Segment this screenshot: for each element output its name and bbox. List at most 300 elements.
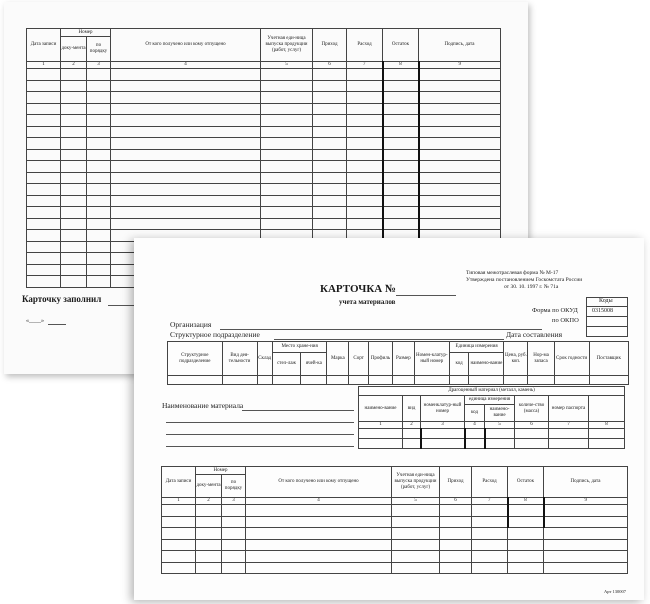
okud-label: Форма по ОКУД <box>532 307 578 314</box>
table-cell <box>162 505 196 517</box>
table-cell <box>383 195 419 207</box>
table-cell <box>419 138 501 150</box>
table-cell <box>347 218 383 230</box>
table-cell <box>419 195 501 207</box>
table-cell <box>111 184 261 196</box>
front-ledger-table <box>161 466 628 574</box>
table-cell <box>313 195 347 207</box>
table-cell <box>485 429 515 439</box>
table-cell <box>347 161 383 173</box>
table-cell <box>440 516 472 528</box>
okud-value: 0315008 <box>592 308 613 314</box>
table-cell <box>27 172 61 184</box>
table-cell <box>508 539 544 551</box>
table-cell <box>383 207 419 219</box>
table-cell <box>472 516 508 528</box>
table-cell <box>392 528 440 540</box>
table-cell <box>347 126 383 138</box>
table-row <box>27 161 501 173</box>
table-cell <box>419 92 501 104</box>
table-cell <box>313 80 347 92</box>
front-column-number-row <box>162 498 628 505</box>
table-cell <box>349 376 369 385</box>
table-cell <box>111 80 261 92</box>
table-cell <box>383 149 419 161</box>
table-cell <box>419 172 501 184</box>
table-cell <box>27 161 61 173</box>
table-cell <box>508 562 544 574</box>
material-name-line-4 <box>166 446 354 447</box>
column-number: 1 <box>27 62 61 69</box>
table-row <box>27 207 501 219</box>
front-col-order: по порядку <box>222 475 246 498</box>
date-stub-line <box>48 324 66 325</box>
column-number: 7 <box>472 498 508 505</box>
table-cell <box>554 376 589 385</box>
table-cell <box>61 138 87 150</box>
table-cell <box>87 276 111 288</box>
table-cell <box>246 505 392 517</box>
table-cell <box>383 92 419 104</box>
col-date-header: Дата записи <box>27 29 61 62</box>
table-cell <box>27 253 61 265</box>
column-number: 1 <box>359 422 403 429</box>
column-number: 7 <box>549 422 589 429</box>
table-cell <box>27 149 61 161</box>
organization-line <box>220 329 542 330</box>
table-cell <box>87 230 111 242</box>
table-cell <box>87 126 111 138</box>
table-cell <box>383 69 419 81</box>
table-cell <box>383 103 419 115</box>
table-cell <box>27 92 61 104</box>
table-cell <box>313 149 347 161</box>
table-cell <box>419 184 501 196</box>
table-cell <box>313 172 347 184</box>
place-group-header: Место хране-ния <box>272 342 327 353</box>
col-shelf-life: Срок годности <box>554 342 589 376</box>
col-income-header: Приход <box>313 29 347 62</box>
table-cell <box>168 376 223 385</box>
table-row <box>162 562 628 574</box>
col-brand: Марка <box>327 342 349 376</box>
precious-col-blank <box>589 396 625 422</box>
table-cell <box>261 103 313 115</box>
table-cell <box>111 138 261 150</box>
table-cell <box>61 161 87 173</box>
table-cell <box>392 551 440 563</box>
date-composed-box <box>586 326 628 337</box>
table-cell <box>419 126 501 138</box>
table-row <box>162 505 628 517</box>
table-cell <box>469 376 504 385</box>
col-rack: стел-лаж <box>272 353 300 376</box>
table-cell <box>222 562 246 574</box>
table-cell <box>111 149 261 161</box>
table-cell <box>87 149 111 161</box>
front-number-group: Номер <box>196 467 246 475</box>
table-cell <box>111 69 261 81</box>
col-profile: Профиль <box>368 342 392 376</box>
precious-col-unit-name: наимено-вание <box>485 405 515 422</box>
table-cell <box>589 439 625 449</box>
column-number: 8 <box>589 422 625 429</box>
table-cell <box>27 276 61 288</box>
table-cell <box>111 207 261 219</box>
table-cell <box>313 92 347 104</box>
col-from-to-header: От кого получено или кому отпущено <box>111 29 261 62</box>
table-cell <box>222 516 246 528</box>
table-cell <box>246 562 392 574</box>
table-cell <box>87 138 111 150</box>
table-cell <box>313 161 347 173</box>
table-cell <box>261 126 313 138</box>
column-number: 9 <box>419 62 501 69</box>
table-cell <box>61 264 87 276</box>
table-cell <box>162 539 196 551</box>
table-cell <box>589 429 625 439</box>
table-cell <box>87 264 111 276</box>
table-cell <box>347 184 383 196</box>
table-cell <box>261 92 313 104</box>
table-cell <box>61 207 87 219</box>
table-cell <box>347 195 383 207</box>
column-number: 5 <box>261 62 313 69</box>
table-cell <box>472 528 508 540</box>
card-title: КАРТОЧКА № <box>320 283 397 295</box>
table-cell <box>111 92 261 104</box>
table-row <box>162 516 628 528</box>
table-row <box>27 172 501 184</box>
table-cell <box>485 439 515 449</box>
table-cell <box>419 115 501 127</box>
table-cell <box>313 218 347 230</box>
column-number: 2 <box>196 498 222 505</box>
precious-unit-group: единица измерения <box>465 396 515 405</box>
table-cell <box>383 126 419 138</box>
table-cell <box>111 126 261 138</box>
table-cell <box>246 528 392 540</box>
col-unit-name: наимено-вание <box>469 353 504 376</box>
column-number: 6 <box>515 422 549 429</box>
table-cell <box>27 115 61 127</box>
table-cell <box>515 429 549 439</box>
precious-material-table <box>358 386 625 449</box>
front-col-signature: Подпись, дата <box>544 467 628 498</box>
table-cell <box>111 172 261 184</box>
table-cell <box>414 376 449 385</box>
column-number: 4 <box>111 62 261 69</box>
table-cell <box>222 505 246 517</box>
department-label: Структурное подразделение <box>170 330 260 339</box>
table-cell <box>162 562 196 574</box>
table-cell <box>419 218 501 230</box>
col-grade: Сорт <box>349 342 369 376</box>
material-name-line-3 <box>166 434 354 435</box>
col-doc-header: доку-мента <box>61 37 87 62</box>
table-cell <box>261 149 313 161</box>
table-cell <box>472 539 508 551</box>
table-cell <box>544 528 628 540</box>
table-cell <box>383 161 419 173</box>
table-cell <box>61 103 87 115</box>
col-unit-header: Учетная еди-ница выпуска продукции (работ, услуг) <box>261 29 313 62</box>
table-cell <box>347 92 383 104</box>
table-cell <box>87 172 111 184</box>
table-row <box>27 115 501 127</box>
table-cell <box>383 218 419 230</box>
table-cell <box>347 103 383 115</box>
table-cell <box>87 253 111 265</box>
precious-group-header: Драгоценный материал (металл, камень) <box>359 387 625 396</box>
col-activity: Вид дея-тельности <box>222 342 257 376</box>
col-balance-header: Остаток <box>383 29 419 62</box>
table-cell <box>589 376 628 385</box>
table-cell <box>544 505 628 517</box>
table-cell <box>61 126 87 138</box>
column-number: 3 <box>87 62 111 69</box>
col-signature-header: Подпись, дата <box>419 29 501 62</box>
table-cell <box>61 92 87 104</box>
front-col-income: Приход <box>440 467 472 498</box>
table-cell <box>419 161 501 173</box>
col-supplier: Поставщик <box>589 342 628 376</box>
table-cell <box>87 92 111 104</box>
table-cell <box>87 207 111 219</box>
table-row <box>27 184 501 196</box>
table-cell <box>508 516 544 528</box>
table-cell <box>261 80 313 92</box>
table-cell <box>61 149 87 161</box>
card-subtitle: учета материалов <box>339 298 396 306</box>
table-row <box>27 149 501 161</box>
table-cell <box>383 184 419 196</box>
table-cell <box>196 551 222 563</box>
column-number-row <box>27 62 501 69</box>
table-cell <box>196 562 222 574</box>
table-cell <box>392 376 414 385</box>
col-structural-unit: Структурное подразделение <box>168 342 223 376</box>
department-line <box>274 339 504 340</box>
table-row <box>27 92 501 104</box>
table-cell <box>111 115 261 127</box>
codes-label: Коды <box>599 298 613 304</box>
front-col-expense: Расход <box>472 467 508 498</box>
table-cell <box>392 539 440 551</box>
precious-col-passport: номер паспорта <box>549 396 589 422</box>
table-cell <box>27 184 61 196</box>
table-cell <box>61 115 87 127</box>
table-cell <box>27 230 61 242</box>
precious-number-row <box>359 422 625 429</box>
table-cell <box>272 376 300 385</box>
table-cell <box>27 126 61 138</box>
table-row <box>162 551 628 563</box>
table-cell <box>87 69 111 81</box>
table-cell <box>246 516 392 528</box>
front-col-balance: Остаток <box>508 467 544 498</box>
column-number: 8 <box>508 498 544 505</box>
attributes-empty-row <box>168 376 629 385</box>
table-row <box>162 539 628 551</box>
table-cell <box>261 195 313 207</box>
material-name-line-2 <box>166 422 354 423</box>
table-cell <box>87 241 111 253</box>
column-number: 8 <box>383 62 419 69</box>
table-row <box>27 195 501 207</box>
table-cell <box>162 528 196 540</box>
table-cell <box>347 149 383 161</box>
table-cell <box>440 528 472 540</box>
table-cell <box>347 80 383 92</box>
column-number: 6 <box>440 498 472 505</box>
table-cell <box>313 115 347 127</box>
table-cell <box>111 195 261 207</box>
precious-col-quantity: количе-ство (масса) <box>515 396 549 422</box>
table-cell <box>544 516 628 528</box>
col-cell: ячей-ка <box>301 353 327 376</box>
front-sheet <box>134 238 644 600</box>
precious-col-unit-code: код <box>465 405 485 422</box>
column-number: 5 <box>392 498 440 505</box>
front-col-date: Дата записи <box>162 467 196 498</box>
table-cell <box>465 429 485 439</box>
table-cell <box>465 439 485 449</box>
material-name-label: Наименование материала <box>162 401 244 410</box>
table-cell <box>347 115 383 127</box>
table-row <box>27 218 501 230</box>
column-number: 4 <box>246 498 392 505</box>
table-cell <box>440 551 472 563</box>
table-cell <box>544 539 628 551</box>
col-size: Размер <box>392 342 414 376</box>
table-cell <box>419 103 501 115</box>
table-cell <box>261 138 313 150</box>
table-cell <box>449 376 469 385</box>
table-cell <box>383 80 419 92</box>
table-cell <box>544 551 628 563</box>
table-cell <box>313 126 347 138</box>
col-warehouse: Склад <box>257 342 272 376</box>
table-cell <box>419 149 501 161</box>
table-cell <box>508 505 544 517</box>
table-cell <box>27 69 61 81</box>
table-cell <box>515 439 549 449</box>
table-cell <box>61 172 87 184</box>
table-cell <box>222 376 257 385</box>
col-unit-code: код <box>449 353 469 376</box>
table-cell <box>61 276 87 288</box>
table-cell <box>368 376 392 385</box>
table-cell <box>313 138 347 150</box>
unit-group-header: Единица измерения <box>449 342 504 353</box>
table-cell <box>261 115 313 127</box>
table-cell <box>61 80 87 92</box>
precious-empty-row <box>359 439 625 449</box>
precious-col-name: наимено-вание <box>359 396 403 422</box>
table-cell <box>111 161 261 173</box>
table-cell <box>162 551 196 563</box>
table-cell <box>528 376 554 385</box>
table-cell <box>261 172 313 184</box>
precious-col-nomenclature: номенклатур-ный номер <box>421 396 465 422</box>
table-cell <box>111 218 261 230</box>
table-cell <box>87 218 111 230</box>
table-cell <box>508 528 544 540</box>
column-number: 4 <box>465 422 485 429</box>
column-number: 3 <box>222 498 246 505</box>
table-cell <box>27 195 61 207</box>
table-cell <box>419 69 501 81</box>
column-number: 7 <box>347 62 383 69</box>
front-col-unit: Учетная еди-ница выпуска продукции (работ, услуг) <box>392 467 440 498</box>
table-cell <box>383 115 419 127</box>
table-row <box>27 103 501 115</box>
table-row <box>162 528 628 540</box>
form-note-1: Типовая межотраслевая форма № М-17 <box>466 270 559 276</box>
column-number: 1 <box>162 498 196 505</box>
column-number: 5 <box>485 422 515 429</box>
card-number-line <box>396 295 456 296</box>
column-number: 3 <box>421 422 465 429</box>
table-cell <box>257 376 272 385</box>
table-cell <box>549 429 589 439</box>
precious-empty-row <box>359 429 625 439</box>
table-cell <box>440 539 472 551</box>
table-cell <box>61 69 87 81</box>
organization-label: Организация <box>170 320 212 329</box>
table-cell <box>383 172 419 184</box>
front-col-from-to: От кого получено или кому отпущено <box>246 467 392 498</box>
form-note-3: от 30. 10. 1997 г. № 71а <box>504 284 559 290</box>
okpo-label: по ОКПО <box>552 317 579 324</box>
table-cell <box>87 195 111 207</box>
table-cell <box>261 207 313 219</box>
table-row <box>27 80 501 92</box>
footer-code: Арт 130007 <box>604 589 627 594</box>
table-cell <box>359 439 403 449</box>
table-cell <box>27 218 61 230</box>
table-cell <box>222 539 246 551</box>
col-nomenclature: Номен-клатур-ный номер <box>414 342 449 376</box>
table-cell <box>301 376 327 385</box>
table-cell <box>472 505 508 517</box>
table-cell <box>359 429 403 439</box>
table-cell <box>347 138 383 150</box>
table-cell <box>111 103 261 115</box>
table-cell <box>403 439 421 449</box>
table-cell <box>27 264 61 276</box>
filled-by-label: Карточку заполнил <box>22 294 102 304</box>
table-cell <box>87 103 111 115</box>
table-cell <box>87 80 111 92</box>
column-number: 2 <box>403 422 421 429</box>
table-cell <box>261 218 313 230</box>
table-cell <box>403 429 421 439</box>
table-cell <box>392 516 440 528</box>
table-cell <box>419 80 501 92</box>
table-cell <box>27 241 61 253</box>
table-cell <box>392 505 440 517</box>
table-cell <box>421 429 465 439</box>
table-cell <box>246 539 392 551</box>
column-number: 2 <box>61 62 87 69</box>
table-cell <box>347 69 383 81</box>
table-cell <box>246 551 392 563</box>
table-row <box>27 69 501 81</box>
column-number: 6 <box>313 62 347 69</box>
table-cell <box>27 207 61 219</box>
